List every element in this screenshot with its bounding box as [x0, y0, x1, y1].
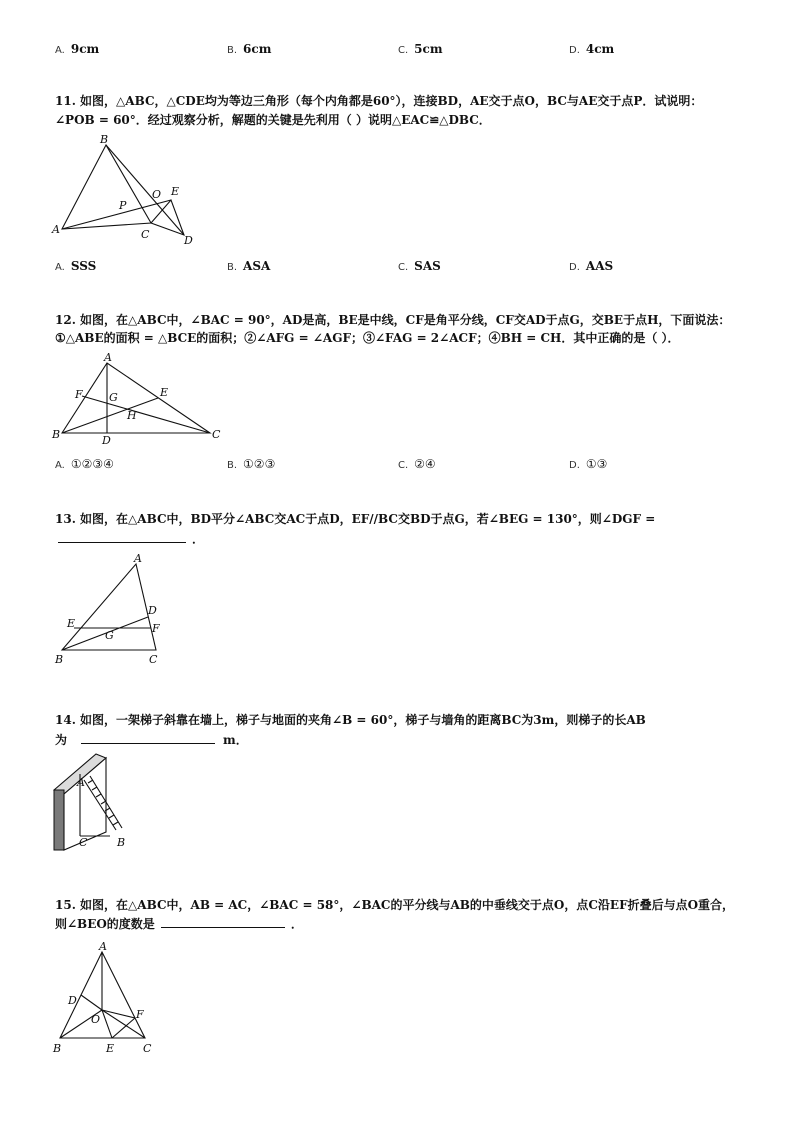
q11-label-e: E: [171, 185, 180, 198]
q13-label-d: D: [148, 604, 157, 617]
q10-option-d[interactable]: D. 4cm: [569, 42, 615, 56]
q11-option-d[interactable]: D. AAS: [569, 259, 614, 273]
q13-stem-line2: ．: [58, 530, 204, 547]
q12-label-e: E: [160, 386, 169, 399]
q15-label-f: F: [136, 1008, 144, 1021]
q10-option-c[interactable]: C. 5cm: [398, 42, 443, 56]
q15-label-b: B: [53, 1042, 62, 1055]
q13-label-c: C: [149, 653, 158, 666]
q13-stem-line1: 13. 如图，在△ABC中，BD平分∠ABC交AC于点D，EF//BC交BD于点G，若∠BEG = 130°，则∠DGF =: [55, 512, 656, 526]
q11-label-d: D: [184, 234, 193, 247]
q11-label-o: O: [152, 188, 162, 201]
q14-stem-line2: 为 m．: [55, 733, 248, 747]
q12-label-c: C: [212, 428, 221, 441]
q14-figure: [50, 750, 140, 854]
q14-label-a: A: [77, 776, 85, 789]
q11-label-b: B: [100, 133, 109, 146]
q12-label-b: B: [52, 428, 61, 441]
q11-figure: [50, 132, 210, 250]
q11-option-a[interactable]: A. SSS: [55, 259, 97, 273]
q10-option-a[interactable]: A. 9cm: [55, 42, 100, 56]
q12-option-c[interactable]: C. ②④: [398, 457, 436, 471]
q13-label-e: E: [67, 617, 76, 630]
q12-label-f: F: [75, 388, 83, 401]
q12-stem-line1: 12. 如图，在△ABC中，∠BAC = 90°，AD是高，BE是中线，CF是角平分线，CF交AD于点G，交BE于点H，下面说法：: [55, 313, 731, 327]
q12-label-a: A: [104, 352, 112, 364]
q12-label-h: H: [127, 409, 137, 422]
q15-label-e: E: [106, 1042, 115, 1055]
q15-label-d: D: [68, 994, 77, 1007]
q11-stem-line1: 11. 如图，△ABC，△CDE均为等边三角形（每个内角都是60°），连接BD，AE交于点O，BC与AE交于点P．试说明：: [55, 94, 703, 108]
q15-figure: [50, 938, 165, 1060]
q11-label-c: C: [141, 228, 150, 241]
q15-stem-line1: 15. 如图，在△ABC中，AB = AC，∠BAC = 58°，∠BAC的平分线与AB的中垂线交于点O，点C沿EF折叠后与点O重合，: [55, 898, 735, 912]
q13-figure: [50, 552, 180, 670]
q11-label-a: A: [52, 223, 60, 236]
q14-answer-blank[interactable]: [81, 731, 215, 744]
q12-figure: [50, 352, 230, 448]
q15-label-c: C: [143, 1042, 152, 1055]
q13-answer-blank[interactable]: [58, 530, 186, 543]
q12-stem-line2: ①△ABE的面积 = △BCE的面积；②∠AFG = ∠AGF；③∠FAG = 2∠ACF；④BH = CH．其中正确的是（ ）．: [55, 331, 680, 345]
q15-stem-line2: 则∠BEO的度数是 ．: [55, 917, 303, 931]
q12-option-d[interactable]: D. ①③: [569, 457, 608, 471]
q12-label-d: D: [102, 434, 111, 447]
q12-option-b[interactable]: B. ①②③: [227, 457, 276, 471]
q11-stem-line2: ∠POB = 60°．经过观察分析，解题的关键是先利用（ ）说明△EAC≌△DBC．: [55, 113, 491, 127]
q15-label-o: O: [91, 1013, 101, 1026]
q15-answer-blank[interactable]: [161, 915, 285, 928]
q12-label-g: G: [109, 391, 118, 404]
q14-stem-line1: 14. 如图，一架梯子斜靠在墙上，梯子与地面的夹角∠B = 60°，梯子与墙角的距离BC为3m，则梯子的长AB: [55, 713, 646, 727]
q13-label-b: B: [55, 653, 64, 666]
q10-option-b[interactable]: B. 6cm: [227, 42, 272, 56]
q14-label-c: C: [79, 836, 88, 849]
q11-option-b[interactable]: B. ASA: [227, 259, 271, 273]
q15-label-a: A: [99, 940, 107, 953]
q13-label-a: A: [134, 552, 142, 565]
q11-option-c[interactable]: C. SAS: [398, 259, 441, 273]
q13-label-g: G: [105, 629, 114, 642]
q12-option-a[interactable]: A. ①②③④: [55, 457, 114, 471]
q11-label-p: P: [119, 199, 127, 212]
q13-label-f: F: [152, 622, 160, 635]
q14-label-b: B: [117, 836, 126, 849]
